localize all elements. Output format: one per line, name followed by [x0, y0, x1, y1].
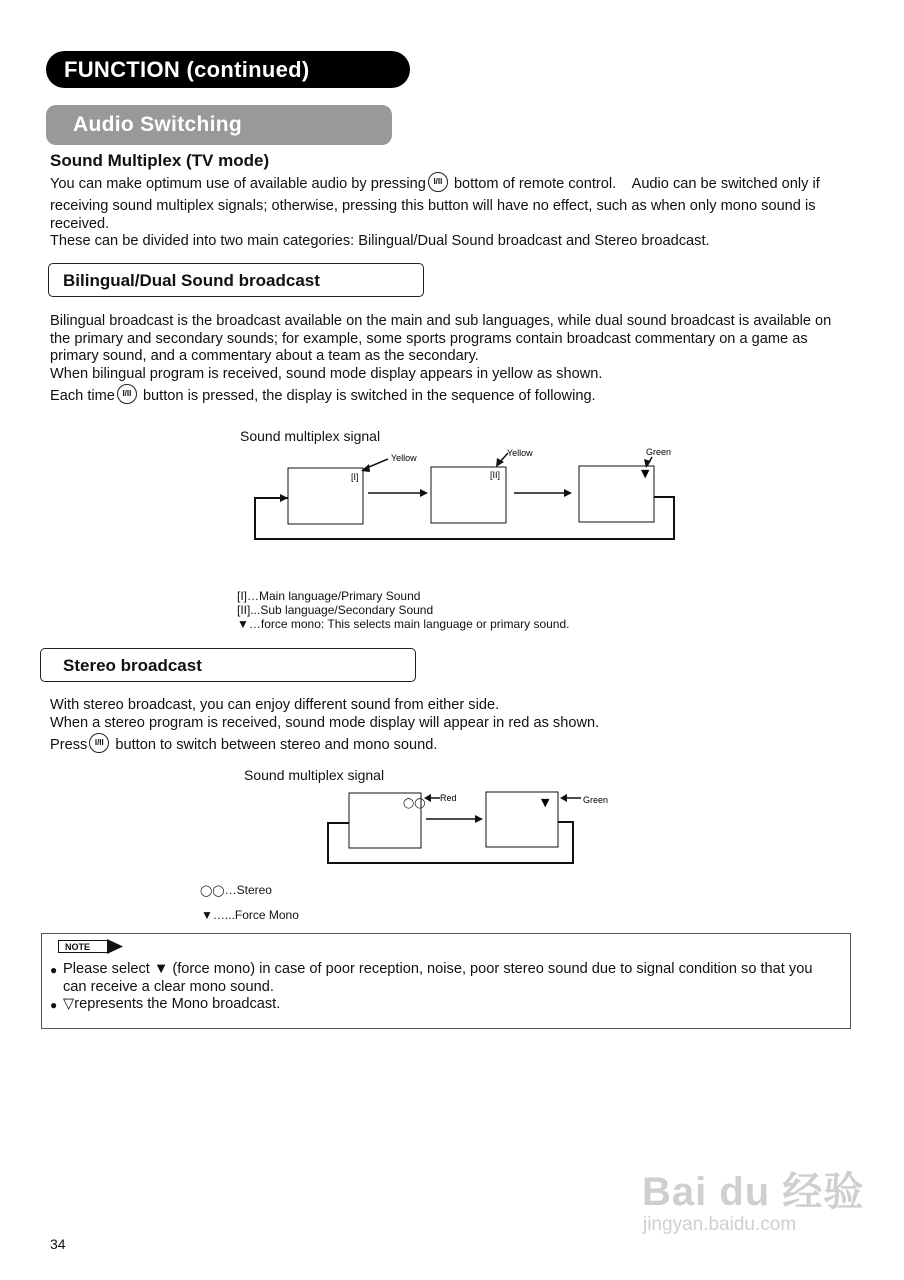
bilingual-heading: Bilingual/Dual Sound broadcast: [48, 263, 424, 297]
remote-i-ii-icon: I/II: [117, 384, 137, 404]
note-b1-l1: Please select ▼ (force mono) in case of poor reception, noise, poor stereo sound due to signal condition so that you: [63, 961, 813, 977]
screen-3-indicator: ▼: [641, 467, 650, 480]
screen-1-indicator: [I]: [351, 472, 359, 482]
p2: These can be divided into two main categories: Bilingual/Dual Sound broadcast and Stereo broadcast.: [50, 233, 710, 250]
stereo-legend-stereo: [200, 883, 272, 898]
stereo-l1: With stereo broadcast, you can enjoy different sound from either side.: [50, 697, 500, 713]
arrowhead-2: [564, 489, 572, 497]
stereo-arrowhead: [475, 815, 483, 823]
screen-3-color-label: Green: [646, 447, 672, 457]
stereo-paragraph: [50, 697, 890, 759]
page-number: 34: [50, 1236, 66, 1252]
p1-line3: received.: [50, 215, 110, 232]
bilingual-legend: [237, 589, 569, 631]
note-bullet-1: [50, 961, 850, 996]
screen-2-color-label: Yellow: [507, 448, 533, 458]
note-b2: ▽represents the Mono broadcast.: [63, 996, 281, 1012]
arrowhead-1: [420, 489, 428, 497]
note-bullet-2: [50, 996, 850, 1014]
loop-line: [255, 497, 674, 539]
legend-sub: [II]...Sub language/Secondary Sound: [237, 603, 434, 617]
section-banner: Audio Switching: [46, 105, 392, 145]
bilingual-paragraph: [50, 313, 890, 410]
watermark-url: jingyan.baidu.com: [643, 1214, 797, 1235]
bullet-dot-icon: ●: [50, 963, 58, 977]
watermark-logo: Bai du 经验: [642, 1170, 865, 1214]
stereo-indicator: ◯◯: [403, 798, 426, 809]
arrowhead-loop: [280, 494, 288, 502]
bilingual-l5-after: button is pressed, the display is switched in the sequence of following.: [138, 388, 596, 405]
bilingual-l5-before: Each time: [50, 388, 115, 405]
bilingual-l4: When bilingual program is received, sound mode display appears in yellow as shown.: [50, 365, 603, 382]
stereo-diagram-title: Sound multiplex signal: [244, 767, 385, 783]
stereo-color-label: Red: [440, 793, 457, 803]
stereo-legend-mono: ▼…...Force Mono: [201, 908, 299, 922]
bilingual-diagram-title: Sound multiplex signal: [240, 428, 381, 444]
stereo-l2: When a stereo program is received, sound mode display will appear in red as shown.: [50, 714, 600, 731]
bilingual-l3: primary sound, and a commentary about a team as the secondary.: [50, 348, 479, 365]
p1-before: You can make optimum use of available audio by pressing: [50, 176, 426, 192]
sound-multiplex-paragraph: [50, 176, 880, 251]
remote-i-ii-icon: I/II: [89, 733, 109, 753]
bilingual-diagram: [240, 440, 700, 550]
bilingual-l2: the primary and secondary sounds; for example, some sports programs contain broadcast commentary on a game as: [50, 330, 808, 347]
sound-multiplex-heading: Sound Multiplex (TV mode): [50, 151, 270, 170]
p1-line2: receiving sound multiplex signals; otherwise, pressing this button will have no effect, such as when only mono sound is: [50, 198, 816, 214]
screen-1-color-label: Yellow: [391, 453, 417, 463]
mono-indicator: ▼: [541, 796, 550, 809]
page-banner-title: FUNCTION (continued): [46, 51, 410, 88]
screen-2-indicator: [II]: [490, 470, 501, 480]
p1-after: bottom of remote control. Audio can be switched only if: [449, 176, 820, 192]
legend-stereo-text: …Stereo: [224, 883, 272, 897]
stereo-l3-before: Press: [50, 737, 88, 754]
legend-main: [I]…Main language/Primary Sound: [237, 589, 421, 603]
bilingual-l1: Bilingual broadcast is the broadcast available on the main and sub languages, while dual sound broadcast is available on: [50, 313, 832, 329]
note-label: NOTE: [58, 940, 108, 953]
mono-color-label: Green: [583, 795, 609, 805]
bullet-dot-icon: ●: [50, 998, 58, 1012]
stereo-loop-line: [328, 822, 573, 863]
note-b1-l2: can receive a clear mono sound.: [63, 978, 274, 995]
stereo-double-circle-icon: ◯◯: [200, 885, 225, 897]
stereo-callout-head-2: [560, 794, 567, 802]
stereo-diagram: [320, 785, 620, 870]
remote-i-ii-icon: I/II: [428, 172, 448, 192]
stereo-heading: Stereo broadcast: [40, 648, 416, 682]
legend-force-mono: ▼…force mono: This selects main language or primary sound.: [237, 617, 570, 631]
note-arrow-icon: [107, 939, 123, 954]
stereo-l3-after: button to switch between stereo and mono sound.: [111, 737, 438, 754]
